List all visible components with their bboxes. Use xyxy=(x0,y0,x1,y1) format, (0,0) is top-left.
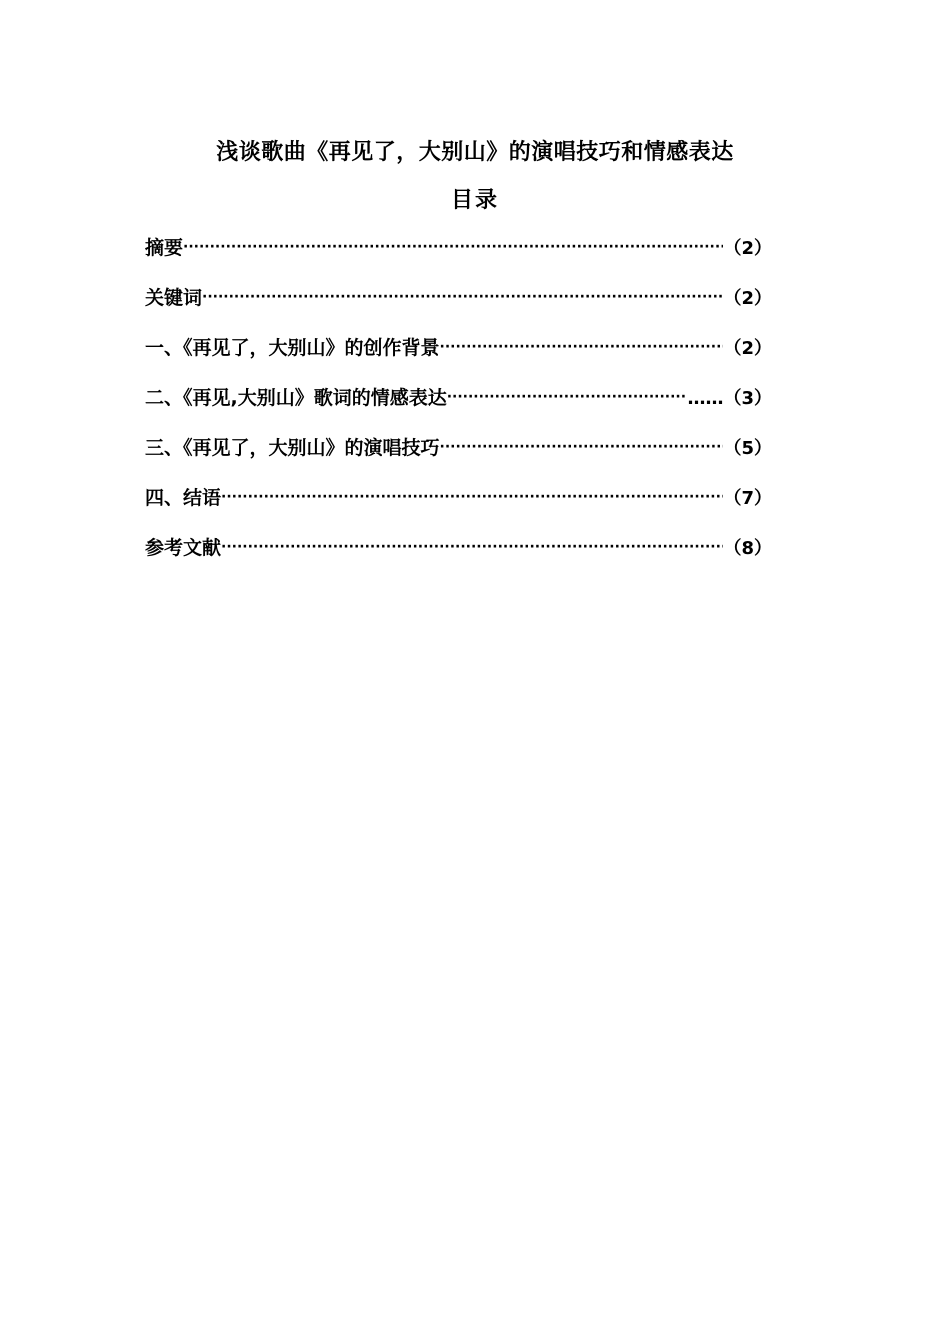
toc-entry-label: 一、《再见了，大别山》的创作背景 xyxy=(145,337,440,359)
toc-page-number: （2） xyxy=(723,238,772,259)
toc-dot-leader xyxy=(221,529,723,565)
toc-entry-label: 关键词 xyxy=(145,287,203,309)
toc-entry-label: 三、《再见了，大别山》的演唱技巧 xyxy=(145,437,440,459)
toc-dot-leader xyxy=(221,479,723,515)
toc-entry-label: 参考文献 xyxy=(145,537,222,559)
toc-page-number: （2） xyxy=(723,338,772,359)
toc-entry-keywords xyxy=(145,280,772,330)
toc-dot-leader xyxy=(440,429,724,465)
toc-page-number: ……（3） xyxy=(687,388,772,409)
toc-page-number: （7） xyxy=(723,488,772,509)
toc-entry-section-4 xyxy=(145,480,772,530)
toc-entry-references xyxy=(145,530,772,580)
toc-dot-leader xyxy=(440,329,724,365)
toc-dot-leader xyxy=(447,379,688,415)
toc-entry-section-3 xyxy=(145,430,772,480)
toc-page-number: （2） xyxy=(723,288,772,309)
document-title: 浅谈歌曲《再见了，大别山》的演唱技巧和情感表达 xyxy=(216,140,734,165)
toc-entry-label: 四、结语 xyxy=(145,487,222,509)
table-of-contents xyxy=(145,230,772,580)
toc-entry-abstract xyxy=(145,230,772,280)
toc-page-number: （5） xyxy=(723,438,772,459)
toc-entry-section-1 xyxy=(145,330,772,380)
toc-heading: 目录 xyxy=(450,188,499,213)
toc-dot-leader xyxy=(202,279,723,315)
toc-entry-label: 二、《再见,大别山》歌词的情感表达 xyxy=(145,387,447,409)
toc-entry-section-2 xyxy=(145,380,772,430)
toc-page-number: （8） xyxy=(723,538,772,559)
toc-entry-label: 摘要 xyxy=(145,237,184,259)
toc-dot-leader xyxy=(183,229,723,265)
